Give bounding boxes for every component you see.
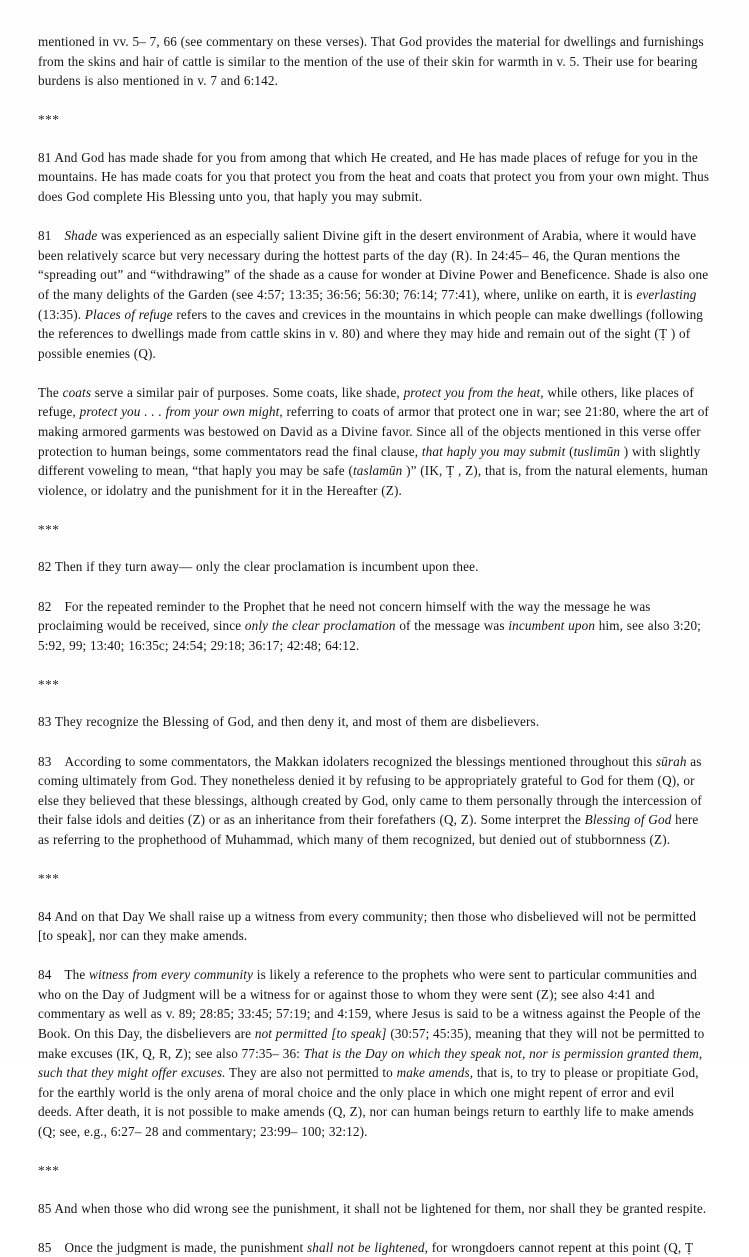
- commentary-81b-text-6: ) with slightly different voweling to mean, “that haply you may be safe (: [38, 443, 701, 479]
- commentary-85-text-1: Once the judgment is made, the punishment: [64, 1239, 307, 1255]
- commentary-81b-text-4: referring to coats of armor that protect one in war; see 21:80, where the art of making armored garments was bestowed on David as a Divine favor. Since all of the objects mentioned in this verse offer protection to human beings, some commentators read the final clause,: [38, 404, 709, 459]
- paragraph-continuation: mentioned in vv. 5– 7, 66 (see commentary on these verses). That God provides the material for dwellings and furnishings from the skins and hair of cattle is similar to the mention of the use of their skin for warmth in v. 5. Their use for bearing burdens is also mentioned in v. 7 and 6:142.: [38, 34, 704, 89]
- verse-83-translation: 83 They recognize the Blessing of God, and then deny it, and most of them are disbelievers.: [38, 714, 540, 730]
- commentary-84-text-5: that is, to try to please or propitiate God, for the earthly world is the only arena of moral choice and the only place in which one might repent of error and evil deeds. After death, it is not possible to make amends (Q, Z), nor can human beings return to earthly life to make amends (Q; see, e.g., 6:27– 28 and commentary; 23:99– 100; 32:12).: [38, 1065, 699, 1140]
- commentary-84-italic-quote-77: That is the Day on which they speak not, nor is permission granted them, such that they might offer excuses.: [38, 1045, 703, 1081]
- verse-number-81: 81: [38, 228, 52, 244]
- commentary-84-text-4: They are also not permitted to: [225, 1065, 397, 1081]
- paragraph-spacer: [38, 363, 712, 383]
- commentary-81b-text-1: The: [38, 384, 63, 400]
- commentary-83-italic-surah: sūrah: [655, 753, 687, 769]
- commentary-82-text-1: For the repeated reminder to the Prophet that he need not concern himself with the way the message he was proclaiming would be received, since: [38, 598, 651, 634]
- verse-number-85: 85: [38, 1239, 52, 1255]
- commentary-82-italic-clear-proclamation: only the clear proclamation: [244, 618, 396, 634]
- page-content: [38, 32, 712, 1257]
- verse-number-84: 84: [38, 967, 52, 983]
- commentary-84-text-2: is likely a reference to the prophets who were sent to particular communities and who on the Day of Judgment will be a witness for or against those to whom they were sent (Z); see also 4:41 and commentary as well as v. 89; 28:85; 33:45; 57:19; and 4:159, where Jesus is said to be a witness against the People of the Book. On this Day, the disbelievers are: [38, 967, 701, 1042]
- divider-spacer: [38, 1181, 712, 1199]
- paragraph-spacer: [38, 577, 712, 597]
- commentary-84-italic-not-permitted: not permitted [to speak]: [254, 1026, 387, 1042]
- section-divider-5: ***: [38, 1163, 60, 1179]
- verse-82-translation: 82 Then if they turn away— only the clear proclamation is incumbent upon thee.: [38, 559, 479, 575]
- commentary-84-italic-witness: witness from every community: [89, 967, 254, 983]
- commentary-85-paragraph: [38, 1238, 712, 1257]
- commentary-82-italic-incumbent-upon: incumbent upon: [508, 618, 596, 634]
- commentary-81-paragraph-1: [38, 226, 712, 363]
- paragraph-spacer: [38, 1218, 712, 1238]
- verse-81-translation: 81 And God has made shade for you from among that which He created, and He has made places of refuge for you in the mountains. He has made coats for you that protect you from the heat and coats that protect you from your own might. Thus does God complete His Blessing unto you, that haply you may submit.: [38, 149, 710, 205]
- section-divider-2: ***: [38, 521, 60, 537]
- paragraph-spacer: [38, 1142, 712, 1162]
- commentary-83-text-1: According to some commentators, the Makkan idolaters recognized the blessings mentioned throughout this: [64, 753, 656, 769]
- commentary-81-text-2: (13:35).: [38, 306, 85, 322]
- paragraph-spacer: [38, 207, 712, 227]
- commentary-81b-italic-protect-heat: protect you from the heat,: [403, 384, 544, 400]
- commentary-81b-italic-coats: coats: [62, 384, 92, 400]
- commentary-81-italic-places-of-refuge: Places of refuge: [84, 306, 173, 322]
- section-divider-3: ***: [38, 676, 60, 692]
- commentary-84-text-3: (30:57; 45:35), meaning that they will not be permitted to make excuses (IK, Q, R, Z); see also 77:35– 36:: [38, 1026, 705, 1061]
- commentary-81b-text-7: )” (IK, Ṭ , Z), that is, from the natural elements, human violence, or idolatry and the punishment for it in the Hereafter (Z).: [38, 463, 709, 498]
- divider-spacer: [38, 694, 712, 712]
- paragraph-spacer: [38, 91, 712, 111]
- commentary-83-paragraph: [38, 752, 712, 850]
- commentary-81b-text-5: (: [565, 443, 574, 459]
- divider-spacer: [38, 539, 712, 557]
- paragraph-spacer: [38, 850, 712, 870]
- commentary-81-text-3: refers to the caves and crevices in the mountains in which people can make dwellings (following the references to dwellings made from cattle skins in v. 80) and where they may hide and remain out of the sight (Ṭ ) of possible enemies (Q).: [38, 306, 704, 361]
- commentary-81b-italic-tuslimun: tuslimūn: [573, 443, 621, 459]
- commentary-83-text-3: here as referring to the prophethood of Muhammad, which many of them recognized, but denied out of stubbornness (Z).: [38, 812, 699, 847]
- verse-85-translation: 85 And when those who did wrong see the punishment, it shall not be lightened for them, nor shall they be granted respite.: [38, 1200, 707, 1216]
- commentary-83-text-2: as coming ultimately from God. They nonetheless denied it by refusing to be appropriately grateful to God for them (Q), or else they believed that these blessings, although created by God, only came to them personally through the intercession of their false idols and deities (Z) or as an inheritance from their forefathers (Q, Z). Some interpret the: [38, 753, 702, 828]
- section-divider-4: ***: [38, 871, 60, 886]
- commentary-81-italic-everlasting: everlasting: [636, 286, 697, 302]
- paragraph-spacer: [38, 500, 712, 520]
- commentary-81b-text-3: while others, like places of refuge,: [38, 384, 694, 420]
- verse-number-82: 82: [38, 598, 52, 614]
- commentary-81-text-1: was experienced as an especially salient Divine gift in the desert environment of Arabia, where it would have been relatively scarce but very necessary during the hottest parts of the day (R). In 24:45– 46, the Quran mentions the “spreading out” and “withdrawing” of the shade as a cause for wonder at Divine Power and Beneficence. Shade is also one of the many delights of the Garden (see 4:57; 13:35; 36:56; 56:30; 76:14; 77:41), where, unlike on earth, it is: [38, 228, 709, 302]
- commentary-81b-italic-own-might: protect you . . . from your own might,: [79, 404, 283, 420]
- commentary-82-text-2: of the message was: [395, 618, 509, 634]
- commentary-83-italic-blessing-of-god: Blessing of God: [584, 812, 672, 828]
- paragraph-spacer: [38, 946, 712, 966]
- commentary-81-italic-shade: Shade: [64, 228, 98, 244]
- paragraph-spacer: [38, 655, 712, 675]
- verse-84-translation: 84 And on that Day We shall raise up a witness from every community; then those who disbelieved will not be permitted [to speak], nor can they make amends.: [38, 908, 697, 944]
- commentary-82-paragraph: [38, 597, 712, 656]
- commentary-84-italic-make-amends: make amends,: [396, 1065, 474, 1081]
- commentary-85-italic-shall-not-be-lightened: shall not be lightened,: [306, 1239, 429, 1255]
- commentary-84-text-1: The: [64, 967, 90, 983]
- commentary-81b-text-2: serve a similar pair of purposes. Some coats, like shade,: [91, 384, 404, 400]
- commentary-85-text-2: for wrongdoers cannot repent at this point (Q, Ṭ: [428, 1239, 694, 1255]
- commentary-81b-italic-may-submit: that haply you may submit: [421, 443, 566, 459]
- section-divider-1: ***: [38, 112, 60, 128]
- divider-spacer: [38, 130, 712, 148]
- commentary-82-text-3: him, see also 3:20; 5:92, 99; 13:40; 16:35c; 24:54; 29:18; 36:17; 42:48; 64:12.: [38, 618, 701, 653]
- commentary-81-paragraph-2: [38, 383, 712, 501]
- verse-number-83: 83: [38, 753, 52, 769]
- paragraph-spacer: [38, 732, 712, 752]
- divider-spacer: [38, 889, 712, 907]
- commentary-84-paragraph: [38, 965, 712, 1141]
- commentary-81b-italic-taslamun: taslamūn: [352, 463, 403, 479]
